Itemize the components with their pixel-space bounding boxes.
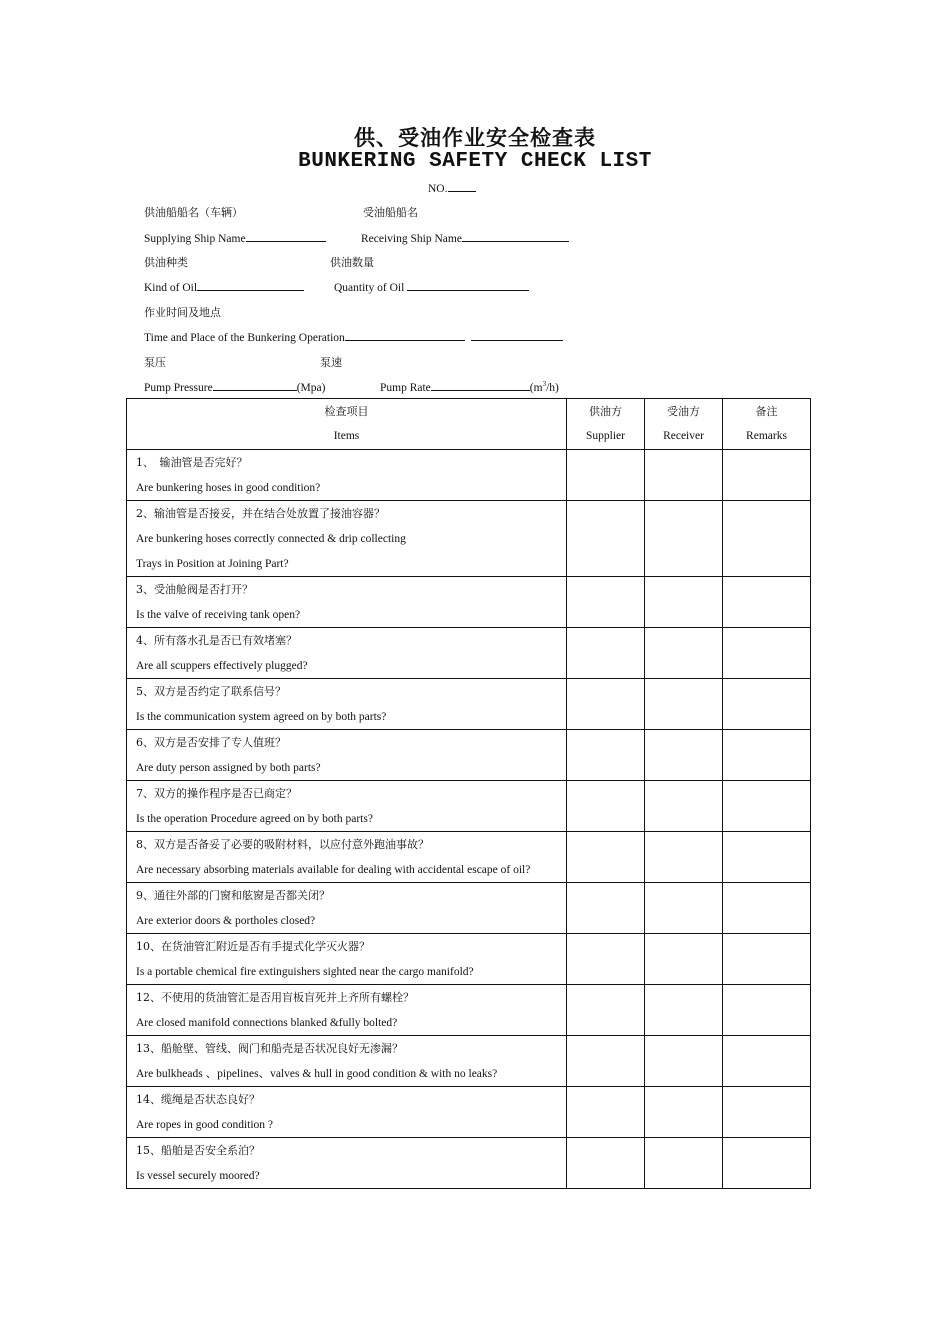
remarks-cell[interactable]	[723, 501, 811, 577]
receiver-cell[interactable]	[645, 730, 723, 781]
header-items-cn: 检查项目	[324, 405, 369, 418]
remarks-cell[interactable]	[723, 883, 811, 934]
document-number-field[interactable]	[448, 180, 476, 192]
header-receiver	[645, 399, 723, 450]
supplier-cell[interactable]	[567, 883, 645, 934]
remarks-cell[interactable]	[723, 1036, 811, 1087]
receiver-cell[interactable]	[645, 1036, 723, 1087]
check-item-en: Trays in Position at Joining Part?	[136, 558, 289, 570]
pump-pressure-cn-label: 泵压	[144, 356, 166, 369]
time-place-en-label: Time and Place of the Bunkering Operation	[144, 332, 345, 344]
time-place-row	[144, 329, 563, 344]
check-item-en: Is the valve of receiving tank open?	[136, 609, 301, 621]
supplier-cell[interactable]	[567, 577, 645, 628]
receiver-cell[interactable]	[645, 985, 723, 1036]
supplier-cell[interactable]	[567, 628, 645, 679]
table-row	[127, 883, 811, 934]
check-item-en: Are ropes in good condition ?	[136, 1119, 274, 1131]
supplier-cell[interactable]	[567, 781, 645, 832]
check-item-en: Are bunkering hoses in good condition?	[136, 482, 321, 494]
supplier-cell[interactable]	[567, 730, 645, 781]
check-item-cn: 4、所有落水孔是否已有效堵塞？	[136, 634, 297, 647]
header-receiver-cn: 受油方	[667, 405, 700, 418]
table-row	[127, 934, 811, 985]
document-number	[428, 180, 476, 195]
check-item-en: Are all scuppers effectively plugged?	[136, 660, 308, 672]
remarks-cell[interactable]	[723, 1087, 811, 1138]
check-item	[127, 985, 567, 1036]
table-row	[127, 832, 811, 883]
remarks-cell[interactable]	[723, 577, 811, 628]
check-item	[127, 577, 567, 628]
supplying-ship-cn-label: 供油船船名（车辆）	[144, 206, 243, 219]
table-row	[127, 450, 811, 501]
check-item-cn: 8、双方是否备妥了必要的吸附材料，以应付意外跑油事故？	[136, 838, 429, 851]
supplier-cell[interactable]	[567, 934, 645, 985]
check-item	[127, 832, 567, 883]
receiver-cell[interactable]	[645, 832, 723, 883]
remarks-cell[interactable]	[723, 832, 811, 883]
table-row	[127, 1087, 811, 1138]
supplier-cell[interactable]	[567, 450, 645, 501]
kind-of-oil-en-label: Kind of Oil	[144, 282, 198, 294]
pump-pressure-field[interactable]	[213, 379, 297, 391]
title-chinese: 供、受油作业安全检查表	[354, 126, 596, 150]
supplier-cell[interactable]	[567, 1036, 645, 1087]
remarks-cell[interactable]	[723, 1138, 811, 1189]
quantity-en-label: Quantity of Oil	[334, 282, 405, 294]
header-receiver-en: Receiver	[663, 430, 704, 442]
check-item-cn: 13、船舱壁、管线、阀门和船壳是否状况良好无渗漏？	[136, 1042, 403, 1055]
check-item-cn: 5、双方是否约定了联系信号？	[136, 685, 286, 698]
header-supplier-cn: 供油方	[589, 405, 622, 418]
check-item-cn: 9、通往外部的门窗和舷窗是否都关闭？	[136, 889, 330, 902]
pump-rate-row	[380, 379, 559, 394]
check-item	[127, 1036, 567, 1087]
quantity-cn-label: 供油数量	[330, 256, 374, 269]
table-row	[127, 985, 811, 1036]
table-row	[127, 781, 811, 832]
header-remarks-en: Remarks	[746, 430, 787, 442]
check-item-en: Are bulkheads 、pipelines、valves & hull in good condition & with no leaks?	[136, 1068, 498, 1080]
checklist-table	[126, 398, 811, 1189]
pump-rate-field[interactable]	[431, 379, 530, 391]
supplier-cell[interactable]	[567, 501, 645, 577]
table-row	[127, 679, 811, 730]
receiving-ship-cn-label: 受油船船名	[363, 206, 418, 219]
check-item-cn: 3、受油舱阀是否打开？	[136, 583, 253, 596]
check-item-cn: 15、船舶是否安全系泊？	[136, 1144, 260, 1157]
check-item	[127, 1087, 567, 1138]
supplying-ship-en-label: Supplying Ship Name	[144, 233, 246, 245]
check-item-en: Are duty person assigned by both parts?	[136, 762, 321, 774]
table-header-row	[127, 399, 811, 450]
supplier-cell[interactable]	[567, 1087, 645, 1138]
receiver-cell[interactable]	[645, 679, 723, 730]
supplying-ship-field[interactable]	[246, 230, 326, 242]
check-item-en: Are closed manifold connections blanked &fully bolted?	[136, 1017, 398, 1029]
check-item-en: Is vessel securely moored?	[136, 1170, 260, 1182]
check-item-cn: 7、双方的操作程序是否已商定？	[136, 787, 297, 800]
place-field[interactable]	[471, 329, 563, 341]
check-item-cn: 2、输油管是否接妥，并在结合处放置了接油容器？	[136, 507, 385, 520]
pump-rate-cn-label: 泵速	[320, 356, 342, 369]
receiver-cell[interactable]	[645, 934, 723, 985]
supplying-ship-row	[144, 230, 326, 245]
pump-rate-unit	[530, 382, 559, 394]
receiver-cell[interactable]	[645, 781, 723, 832]
receiver-cell[interactable]	[645, 577, 723, 628]
quantity-field[interactable]	[407, 279, 529, 291]
check-item	[127, 450, 567, 501]
check-item-en: Are necessary absorbing materials available for dealing with accidental escape of oil?	[136, 864, 531, 876]
pump-rate-unit-sup: 3	[542, 380, 547, 389]
receiver-cell[interactable]	[645, 450, 723, 501]
check-item	[127, 679, 567, 730]
pump-pressure-en-label: Pump Pressure	[144, 382, 213, 394]
title-english: BUNKERING SAFETY CHECK LIST	[298, 150, 652, 173]
pump-pressure-unit: (Mpa)	[296, 382, 326, 394]
table-row	[127, 730, 811, 781]
receiving-ship-en-label: Receiving Ship Name	[361, 233, 462, 245]
check-item	[127, 781, 567, 832]
remarks-cell[interactable]	[723, 985, 811, 1036]
pump-rate-unit-pre: (m	[529, 382, 543, 394]
check-item-en: Is a portable chemical fire extinguishers sighted near the cargo manifold?	[136, 966, 474, 978]
check-item-cn: 12、不使用的货油管汇是否用盲板盲死并上齐所有螺栓？	[136, 991, 414, 1004]
check-item-cn: 10、在货油管汇附近是否有手提式化学灭火器？	[136, 940, 370, 953]
check-item	[127, 501, 567, 577]
pump-rate-en-label: Pump Rate	[380, 382, 431, 394]
header-supplier-en: Supplier	[586, 430, 625, 442]
remarks-cell[interactable]	[723, 781, 811, 832]
receiver-cell[interactable]	[645, 501, 723, 577]
supplier-cell[interactable]	[567, 832, 645, 883]
receiving-ship-field[interactable]	[462, 230, 569, 242]
receiver-cell[interactable]	[645, 1138, 723, 1189]
table-row	[127, 501, 811, 577]
check-item-en: Is the operation Procedure agreed on by both parts?	[136, 813, 373, 825]
time-field[interactable]	[345, 329, 465, 341]
document-number-label: NO.	[428, 183, 448, 195]
check-item	[127, 883, 567, 934]
kind-of-oil-row	[144, 279, 304, 294]
header-items	[127, 399, 567, 450]
remarks-cell[interactable]	[723, 679, 811, 730]
remarks-cell[interactable]	[723, 628, 811, 679]
remarks-cell[interactable]	[723, 934, 811, 985]
pump-pressure-row	[144, 379, 325, 394]
check-item-en: Are bunkering hoses correctly connected & drip collecting	[136, 533, 406, 545]
check-item	[127, 1138, 567, 1189]
supplier-cell[interactable]	[567, 985, 645, 1036]
supplier-cell[interactable]	[567, 679, 645, 730]
receiving-ship-row	[361, 230, 569, 245]
table-row	[127, 1036, 811, 1087]
quantity-row	[334, 279, 529, 294]
receiver-cell[interactable]	[645, 628, 723, 679]
remarks-cell[interactable]	[723, 730, 811, 781]
receiver-cell[interactable]	[645, 883, 723, 934]
header-remarks	[723, 399, 811, 450]
check-item	[127, 934, 567, 985]
pump-rate-unit-post: /h)	[546, 382, 559, 394]
check-item-en: Is the communication system agreed on by both parts?	[136, 711, 387, 723]
check-item-cn: 6、双方是否安排了专人值班？	[136, 736, 286, 749]
check-item	[127, 628, 567, 679]
receiver-cell[interactable]	[645, 1087, 723, 1138]
check-item-cn: 1、 输油管是否完好？	[136, 456, 248, 469]
table-row	[127, 577, 811, 628]
header-supplier	[567, 399, 645, 450]
time-place-cn-label: 作业时间及地点	[144, 306, 221, 319]
check-item-en: Are exterior doors & portholes closed?	[136, 915, 316, 927]
check-item	[127, 730, 567, 781]
check-item-cn: 14、缆绳是否状态良好？	[136, 1093, 260, 1106]
remarks-cell[interactable]	[723, 450, 811, 501]
header-remarks-cn: 备注	[755, 405, 778, 418]
kind-of-oil-cn-label: 供油种类	[144, 256, 188, 269]
supplier-cell[interactable]	[567, 1138, 645, 1189]
header-items-en: Items	[333, 430, 360, 442]
kind-of-oil-field[interactable]	[197, 279, 304, 291]
table-row	[127, 628, 811, 679]
table-row	[127, 1138, 811, 1189]
